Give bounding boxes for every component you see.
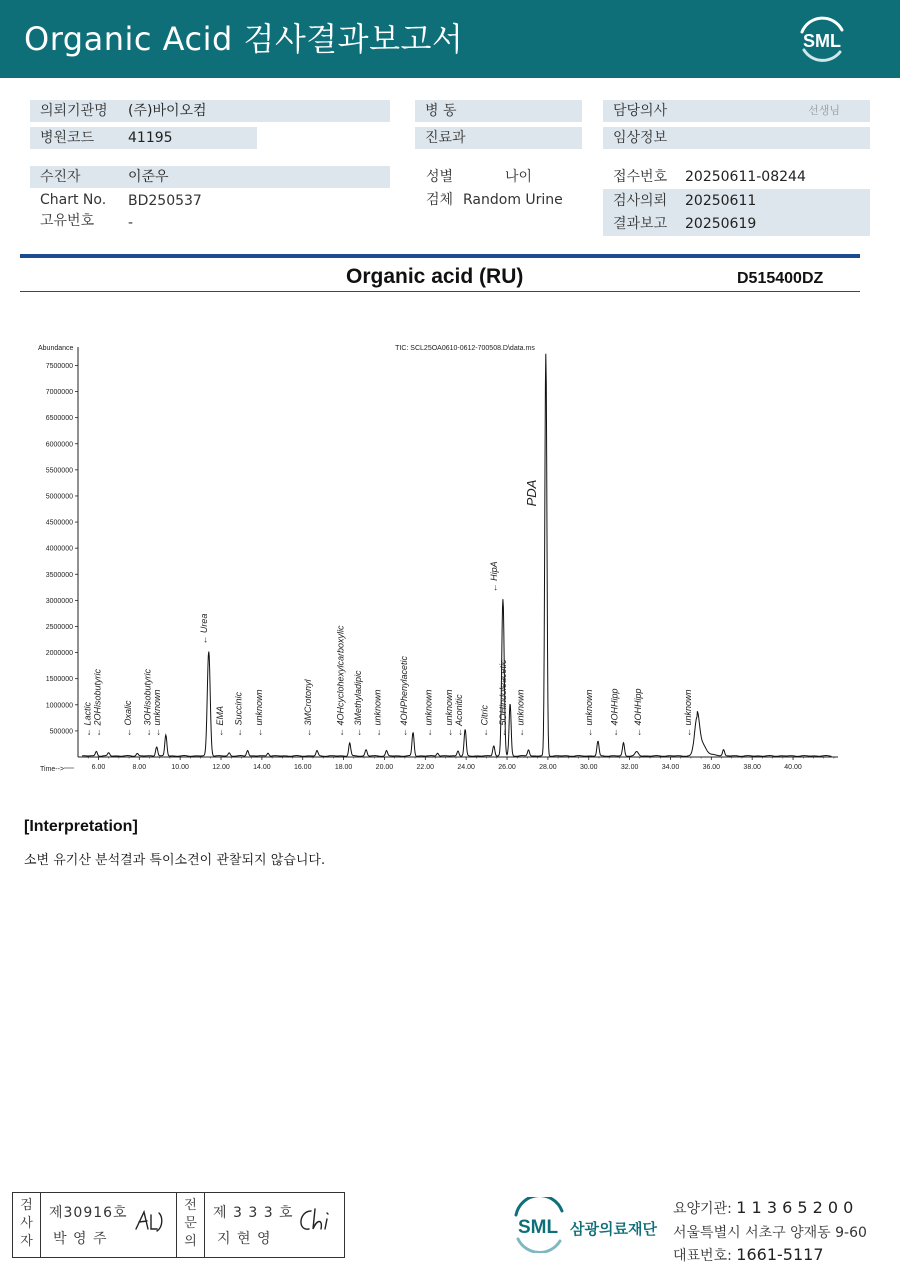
x-tick-label-13: 32.00 [620, 764, 639, 771]
specialist-role-cell [177, 1193, 205, 1257]
result-report-field: 결과보고 20250619 [603, 213, 870, 235]
peak-annotation-19: ← 5OHindoleacetic [498, 659, 509, 737]
peak-annotation-11: ← 3Methyladipic [353, 670, 363, 737]
y-tick-label-7: 4000000 [45, 545, 73, 553]
chart-title: TIC: SCL25OA0610-0612-700508.D\data.ms [395, 345, 535, 352]
y-tick-label-9: 5000000 [45, 493, 73, 501]
specialist-license: 제 3 3 3 호 [213, 1205, 294, 1221]
peak-annotation-20: ← unknown [515, 689, 526, 737]
x-tick-label-12: 30.00 [579, 764, 598, 771]
peak-annotation-14: ← unknown [423, 689, 434, 737]
y-tick-label-6: 3500000 [45, 571, 73, 579]
y-tick-label-10: 5500000 [45, 467, 73, 475]
sex-label: 성별 [426, 169, 454, 185]
peak-annotation-16: ← Aconitic [454, 694, 465, 737]
report-code: D515400DZ [737, 270, 824, 287]
y-tick-label-14: 7500000 [45, 362, 73, 370]
y-tick-label-4: 2500000 [45, 623, 73, 631]
interpretation-title: [Interpretation] [24, 818, 138, 835]
peak-annotation-23: ← 4OHHipp [609, 688, 620, 737]
inspector-signature-icon [133, 1207, 171, 1235]
y-tick-label-2: 1500000 [45, 676, 73, 684]
peak-annotation-21: PDA [523, 479, 539, 507]
x-tick-label-5: 16.00 [293, 764, 312, 771]
hospital-code-field: 병원코드 41195 [30, 127, 257, 149]
receipt-no-value: 20250611-08244 [685, 169, 806, 185]
institution-value: (주)바이오컴 [128, 103, 207, 119]
y-axis-label: Abundance [38, 345, 74, 352]
y-tick-label-1: 1000000 [45, 702, 73, 710]
report-header [0, 0, 900, 78]
peak-annotation-5: ← Urea [198, 613, 209, 645]
peak-annotation-1: ← 2OHisobutyric [92, 668, 103, 737]
result-report-value: 20250619 [685, 216, 757, 232]
receipt-no-field: 접수번호 20250611-08244 [603, 166, 870, 188]
title-rule-bottom [20, 291, 860, 292]
specialist-signature-icon [295, 1205, 339, 1237]
inspector-license: 제30916호 [49, 1205, 128, 1221]
x-tick-label-10: 26.00 [498, 764, 516, 771]
test-request-value: 20250611 [685, 193, 757, 209]
peak-annotation-8: ← unknown [253, 689, 264, 737]
x-tick-label-9: 24.00 [457, 764, 475, 771]
doctor-suffix: 선생님 [808, 104, 840, 117]
y-tick-label-13: 7000000 [45, 389, 73, 397]
peak-annotation-18: ← HipA [488, 561, 499, 593]
peak-annotation-10: ← 4OHcyclohexylcarboxylic [335, 625, 346, 737]
y-tick-label-12: 6500000 [45, 415, 73, 423]
footer-address: 서울특별시 서초구 양재동 9-60 [673, 1225, 867, 1241]
specimen-value: Random Urine [463, 192, 563, 208]
age-label: 나이 [505, 169, 533, 185]
x-tick-label-7: 20.00 [375, 764, 394, 771]
ward-field: 병 동 [415, 100, 582, 122]
y-tick-label-5: 3000000 [45, 597, 73, 605]
peak-annotation-3: ← 3OHisobutyric [142, 668, 153, 737]
inspector-role-cell [13, 1193, 41, 1257]
page-title: Organic Acid 검사결과보고서 [24, 20, 464, 58]
x-tick-label-17: 40.00 [784, 764, 802, 771]
y-tick-label-11: 6000000 [45, 441, 73, 449]
sml-logo-text: SML [803, 31, 841, 51]
inspector-role: 검 사 자 [20, 1198, 33, 1249]
peak-annotation-24: ← 4OHHipp [632, 688, 643, 737]
subject-value: 이준우 [128, 169, 169, 185]
peak-annotation-0: ← Lactic [82, 701, 93, 737]
subject-field: 수진자 이준우 [30, 166, 390, 188]
chromatogram-chart [0, 335, 900, 785]
institution-field: 의뢰기관명 (주)바이오컴 [30, 100, 390, 122]
x-tick-label-8: 22.00 [416, 764, 435, 771]
x-axis-label: Time--> [40, 766, 65, 773]
x-tick-label-14: 34.00 [661, 764, 680, 771]
peak-annotation-13: ← 4OHPhenylacetic [398, 655, 409, 737]
doctor-field: 담당의사 선생님 [603, 100, 870, 122]
inspector-name: 박 영 주 [53, 1231, 108, 1247]
x-tick-label-4: 14.00 [253, 764, 271, 771]
chart-no-label: Chart No. [40, 192, 107, 208]
interpretation-text: 소변 유기산 분석결과 특이소견이 관찰되지 않습니다. [24, 853, 326, 868]
peak-annotation-17: ← Citric [479, 705, 490, 737]
footer-phone: 대표번호: 1661-5117 [673, 1245, 824, 1264]
peak-annotation-4: ← unknown [151, 689, 162, 737]
peak-annotation-7: ← Succinic [233, 691, 244, 737]
sml-logo-icon [790, 12, 854, 66]
peak-annotation-6: ← EMA [215, 705, 226, 737]
peak-annotation-2: ← Oxalic [123, 700, 134, 737]
facility-code: 1 1 3 6 5 2 0 0 [736, 1198, 854, 1217]
test-request-field: 검사의뢰 20250611 [603, 190, 870, 212]
title-rule-top [20, 254, 860, 258]
y-tick-label-0: 500000 [49, 728, 73, 736]
phone-number: 1661-5117 [736, 1245, 824, 1264]
specialist-role: 전 문 의 [184, 1198, 197, 1249]
x-tick-label-3: 12.00 [212, 764, 230, 771]
chart-no-value: BD250537 [128, 193, 202, 209]
unique-id-label: 고유번호 [40, 213, 95, 229]
specimen-label: 검체 [426, 192, 454, 208]
peak-annotation-22: ← unknown [583, 689, 594, 737]
footer-organization: 삼광의료재단 [570, 1220, 657, 1238]
sml-footer-logo-text: SML [517, 1217, 559, 1238]
x-tick-label-0: 6.00 [91, 764, 106, 771]
x-tick-label-2: 10.00 [171, 764, 189, 771]
specialist-name: 지 현 영 [217, 1231, 272, 1247]
report-title: Organic acid (RU) [346, 265, 524, 288]
hospital-code-value: 41195 [128, 130, 173, 146]
inspector-cell [41, 1193, 177, 1257]
peak-annotation-9: ← 3MCrotonyl [302, 679, 313, 737]
sml-footer-logo-icon [510, 1197, 568, 1253]
peak-annotation-15: ← unknown [443, 689, 454, 737]
unique-id-value: - [128, 215, 134, 231]
peak-annotation-12: ← unknown [372, 689, 383, 737]
x-tick-label-15: 36.00 [702, 764, 721, 771]
signature-box [12, 1192, 345, 1258]
x-tick-label-16: 38.00 [743, 764, 761, 771]
department-field: 진료과 [415, 127, 582, 149]
x-tick-label-1: 8.00 [132, 764, 147, 771]
footer-facility: 요양기관: 1 1 3 6 5 2 0 0 [673, 1198, 854, 1217]
y-tick-label-3: 2000000 [45, 650, 73, 658]
x-tick-label-11: 28.00 [539, 764, 557, 771]
clinical-info-field: 임상정보 [603, 127, 870, 149]
x-tick-label-6: 18.00 [334, 764, 353, 771]
y-tick-label-8: 4500000 [45, 519, 73, 527]
peak-annotation-25: ← unknown [682, 689, 693, 737]
specialist-cell [205, 1193, 343, 1257]
